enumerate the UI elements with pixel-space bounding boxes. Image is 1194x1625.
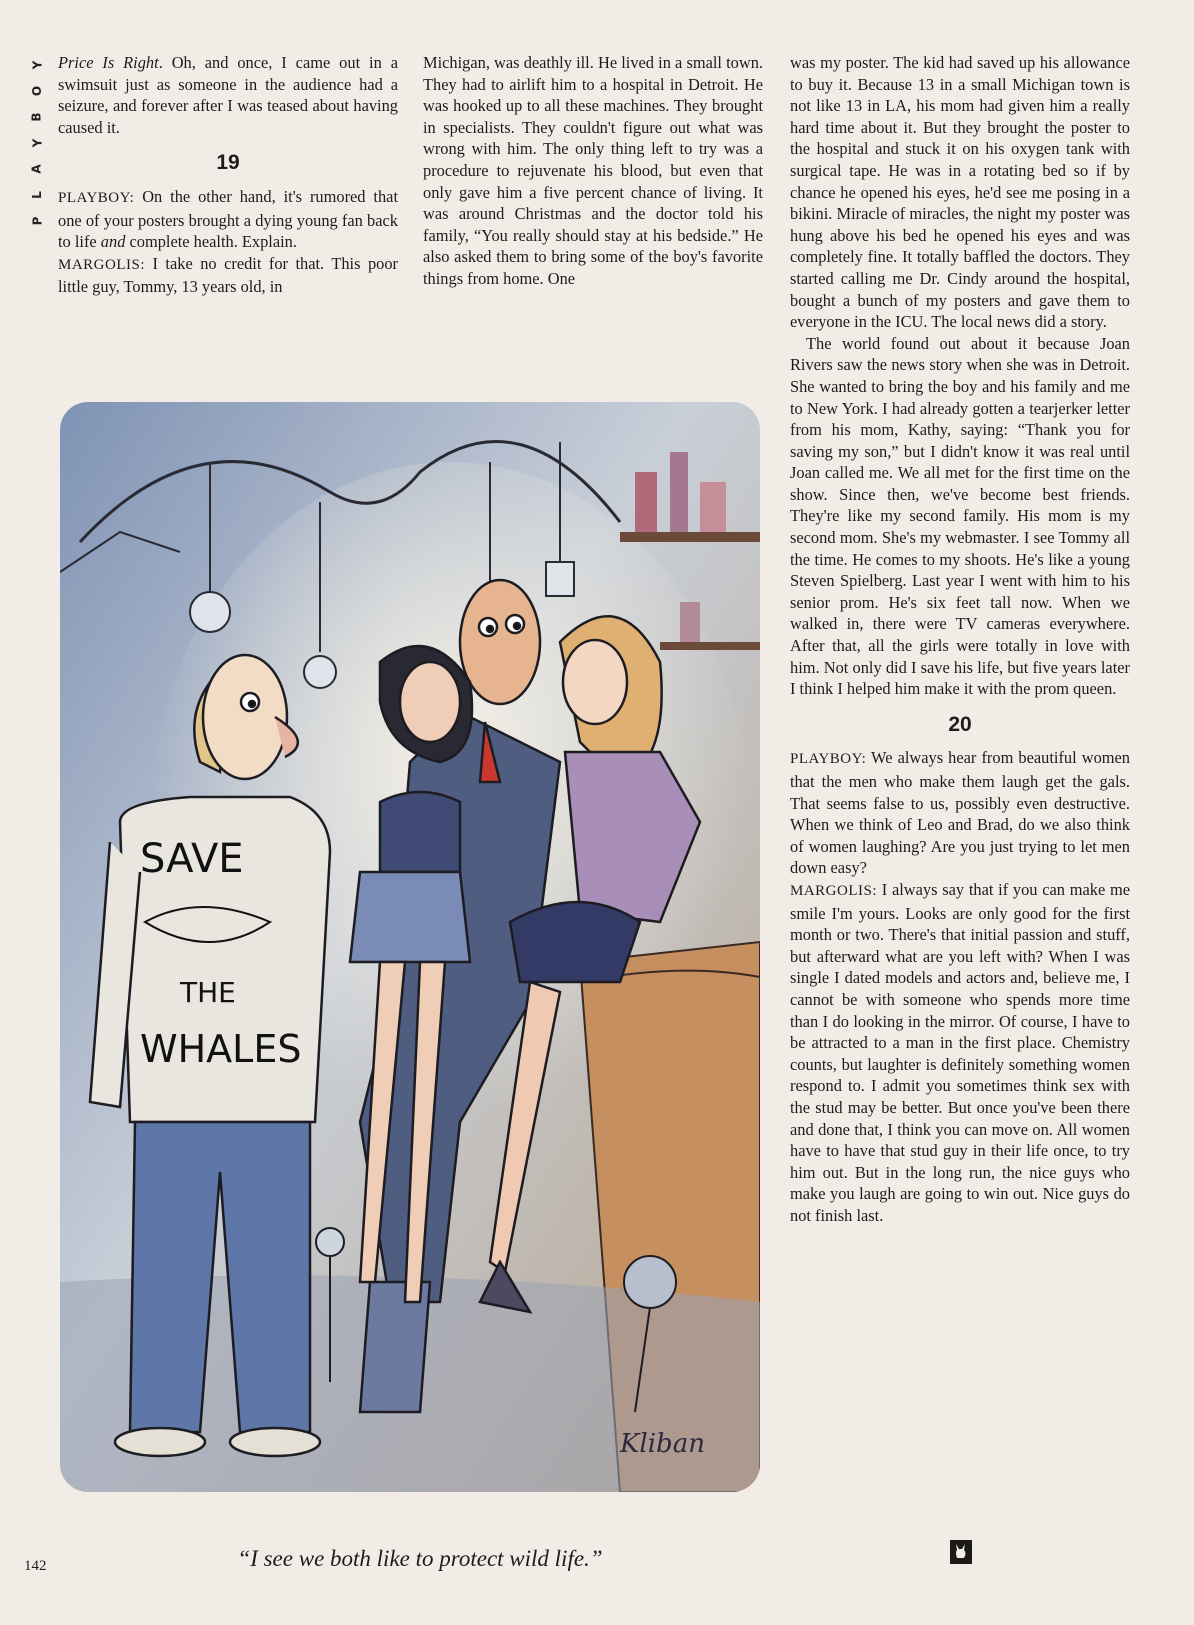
- speaker-label: MARGOLIS:: [58, 256, 146, 273]
- sidebar-letter: A: [29, 164, 44, 174]
- sidebar-letter: Y: [29, 138, 44, 148]
- sidebar-letter: B: [30, 112, 44, 122]
- question-paragraph: PLAYBOY: On the other hand, it's rumored that one of your posters brought a dying young fan back to life and complete health. Explain.: [58, 186, 398, 252]
- cartoon-illustration: [60, 402, 760, 1492]
- sweater-text-whales: WHALES: [140, 1027, 302, 1071]
- sidebar-letter: O: [29, 85, 44, 97]
- paragraph: The world found out about it because Joan Rivers saw the news story when she was in Detroit. She wanted to bring the boy and his family and me to New York. I had already gotten a tearjerker letter from his mom, Kathy, saying: “Thank you for saving my son,” but I didn't know it was real until Joan called me. We all met for the first time on the show. Since then, we've become best friends. They're like my second family. His mom is my second mom. She's my webmaster. I see Tommy all the time. He comes to my shoots. He's like a young Steven Spielberg. Last year I went with him to his senior prom. He's six feet tall now. When we walked in, there were TV cameras everywhere. After that, all the girls were totally in love with him. Not only did I save his life, but five years later I think I helped him make it with the prom queen.: [790, 333, 1130, 699]
- paragraph: was my poster. The kid had saved up his allowance to buy it. Because 13 in a small Michigan town is not like 13 in LA, his mom had given him a really hard time about it. But they brought the poster to the hospital and stuck it on his oxygen tank with surgical tape. He was in a rotating bed so if by chance he opened his eyes, he'd see me posing in a bikini. Miracle of miracles, the night my poster was hung above his bed he opened his eyes and was completely fine. It totally baffled the doctors. They started calling me Dr. Cindy around the hospital, bought a bunch of my posters and gave them to everyone in the ICU. The local news did a story.: [790, 53, 1130, 332]
- speaker-label: PLAYBOY:: [58, 189, 135, 206]
- answer-paragraph: MARGOLIS: I always say that if you can make me smile I'm yours. Looks are only good for the first month or two. There's that initial passion and stuff, but afterward what are you left with? When I was single I dated models and actors and, believe me, I cannot be with someone who spends more time than I do looking in the mirror. Of course, I have to be attracted to a man in the first place. Chemistry counts, but laughter is definitely something women respond to. I admit you sometimes think sex with the stud may be better. But once you've been there and done that, I think you can move on. All women have to have that stud guy in their life once, to try him out. But in the long run, the nice guys who make you laugh are going to win out. Nice guys do not finish last.: [790, 879, 1130, 1225]
- answer-paragraph: MARGOLIS: I take no credit for that. This poor little guy, Tommy, 13 years old, in: [58, 253, 398, 297]
- question-number: 19: [216, 151, 240, 175]
- question-paragraph: PLAYBOY: We always hear from beautiful women that the men who make them laugh get the gals. That seems false to us, possibly even destructive. When we think of Leo and Brad, do we also think of women laughing? Are you just trying to let men down easy?: [790, 748, 1130, 878]
- cartoon-drawing: [60, 402, 760, 1492]
- sidebar-letter: L: [30, 191, 44, 199]
- cartoon-caption: “I see we both like to protect wild life.”: [237, 1546, 603, 1571]
- text-column-1: [58, 52, 398, 298]
- sidebar-letter: Y: [29, 60, 44, 70]
- speaker-label: PLAYBOY:: [790, 751, 867, 768]
- text-column-3: [790, 52, 1130, 1226]
- page-number: 142: [24, 1558, 47, 1574]
- text-column-2: [423, 52, 763, 290]
- rabbit-head-end-mark-icon: [950, 1540, 972, 1564]
- question-number: 20: [948, 712, 972, 736]
- magazine-sidebar-label: [24, 52, 50, 234]
- speaker-label: MARGOLIS:: [790, 882, 878, 899]
- sidebar-letter: P: [29, 216, 44, 226]
- sweater-text-the: THE: [180, 976, 236, 1009]
- paragraph: Michigan, was deathly ill. He lived in a small town. They had to airlift him to a hospital in Detroit. He was hooked up to all these machines. They brought in specialists. They couldn't figure out what was wrong with him. The only thing left to try was a procedure to rejuvenate his blood, but even that only gave him a five percent chance of living. It was around Christmas and the doctor told his family, “You really should stay at his bedside.” He also asked them to bring some of the boy's favorite things from home. One: [423, 53, 763, 288]
- artist-signature: Kliban: [620, 1429, 705, 1459]
- sweater-text-save: SAVE: [140, 836, 244, 882]
- title-reference: Price Is Right: [58, 53, 159, 72]
- paragraph: Price Is Right. Oh, and once, I came out in a swimsuit just as someone in the audience had a seizure, and forever after I was teased about having caused it.: [58, 53, 398, 137]
